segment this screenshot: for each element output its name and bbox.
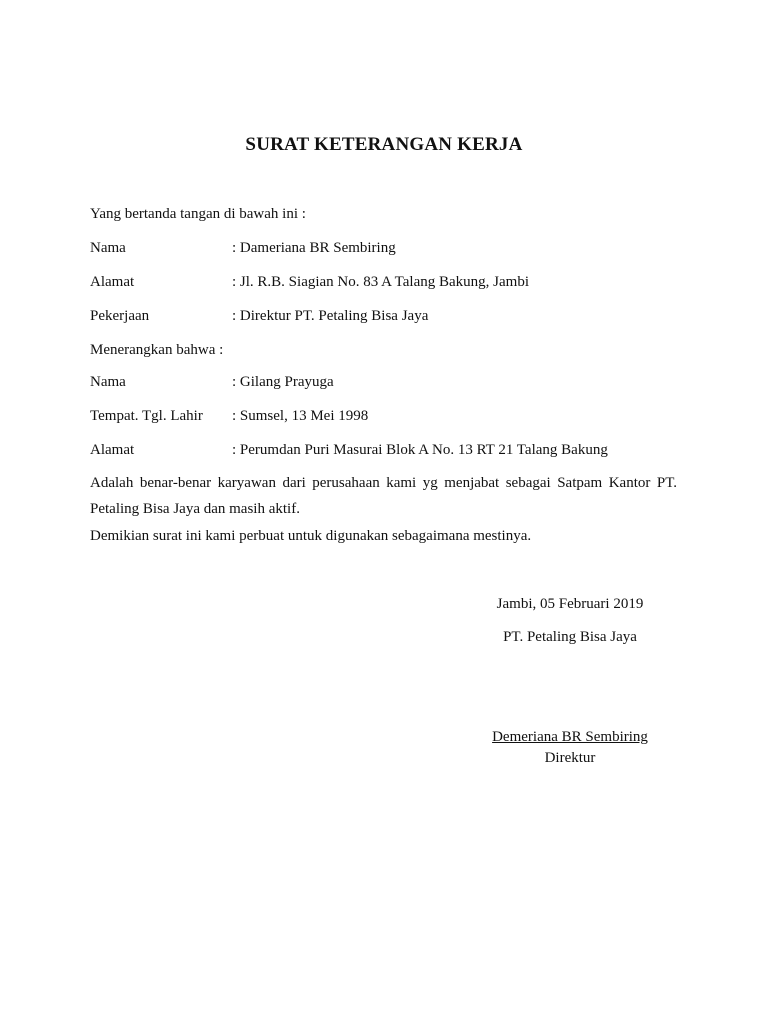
letter-title: SURAT KETERANGAN KERJA bbox=[245, 134, 523, 155]
employee-name-value: : Gilang Prayuga bbox=[232, 374, 334, 390]
body-line-2: Petaling Bisa Jaya dan masih aktif. bbox=[90, 501, 300, 517]
signatory-address-value: : Jl. R.B. Siagian No. 83 A Talang Bakung, Jambi bbox=[232, 274, 530, 290]
employee-birth-row bbox=[90, 408, 368, 425]
employee-address-value: : Perumdan Puri Masurai Blok A No. 13 RT 21 Talang Bakung bbox=[232, 442, 608, 458]
signatory-address-row bbox=[90, 274, 529, 291]
signatory-name-value: : Dameriana BR Sembiring bbox=[232, 240, 396, 256]
signatory-job-value: : Direktur PT. Petaling Bisa Jaya bbox=[232, 308, 429, 324]
employee-name-row bbox=[90, 374, 334, 391]
statement-intro: Menerangkan bahwa : bbox=[90, 342, 224, 358]
employee-address-label: Alamat bbox=[90, 442, 135, 458]
employee-name-label: Nama bbox=[90, 374, 126, 390]
employee-birth-value: : Sumsel, 13 Mei 1998 bbox=[232, 408, 369, 424]
body-paragraph bbox=[90, 470, 677, 522]
signatory-job-row bbox=[90, 308, 428, 325]
employee-address-row bbox=[90, 442, 608, 459]
employee-birth-label: Tempat. Tgl. Lahir bbox=[90, 408, 203, 424]
signatory-name-label: Nama bbox=[90, 240, 126, 256]
place-date: Jambi, 05 Februari 2019 bbox=[496, 596, 644, 612]
signatory-address-label: Alamat bbox=[90, 274, 135, 290]
signatory-job-label: Pekerjaan bbox=[90, 308, 150, 324]
signer-name: Demeriana BR Sembiring bbox=[492, 729, 648, 745]
intro-text: Yang bertanda tangan di bawah ini : bbox=[90, 206, 306, 222]
signatory-name-row bbox=[90, 240, 396, 257]
signer-title: Direktur bbox=[544, 750, 596, 766]
body-line-1: Adalah benar-benar karyawan dari perusahaan kami yg menjabat sebagai Satpam Kantor PT. bbox=[90, 475, 677, 491]
closing-text: Demikian surat ini kami perbuat untuk digunakan sebagaimana mestinya. bbox=[90, 528, 532, 544]
company-name: PT. Petaling Bisa Jaya bbox=[503, 629, 637, 645]
